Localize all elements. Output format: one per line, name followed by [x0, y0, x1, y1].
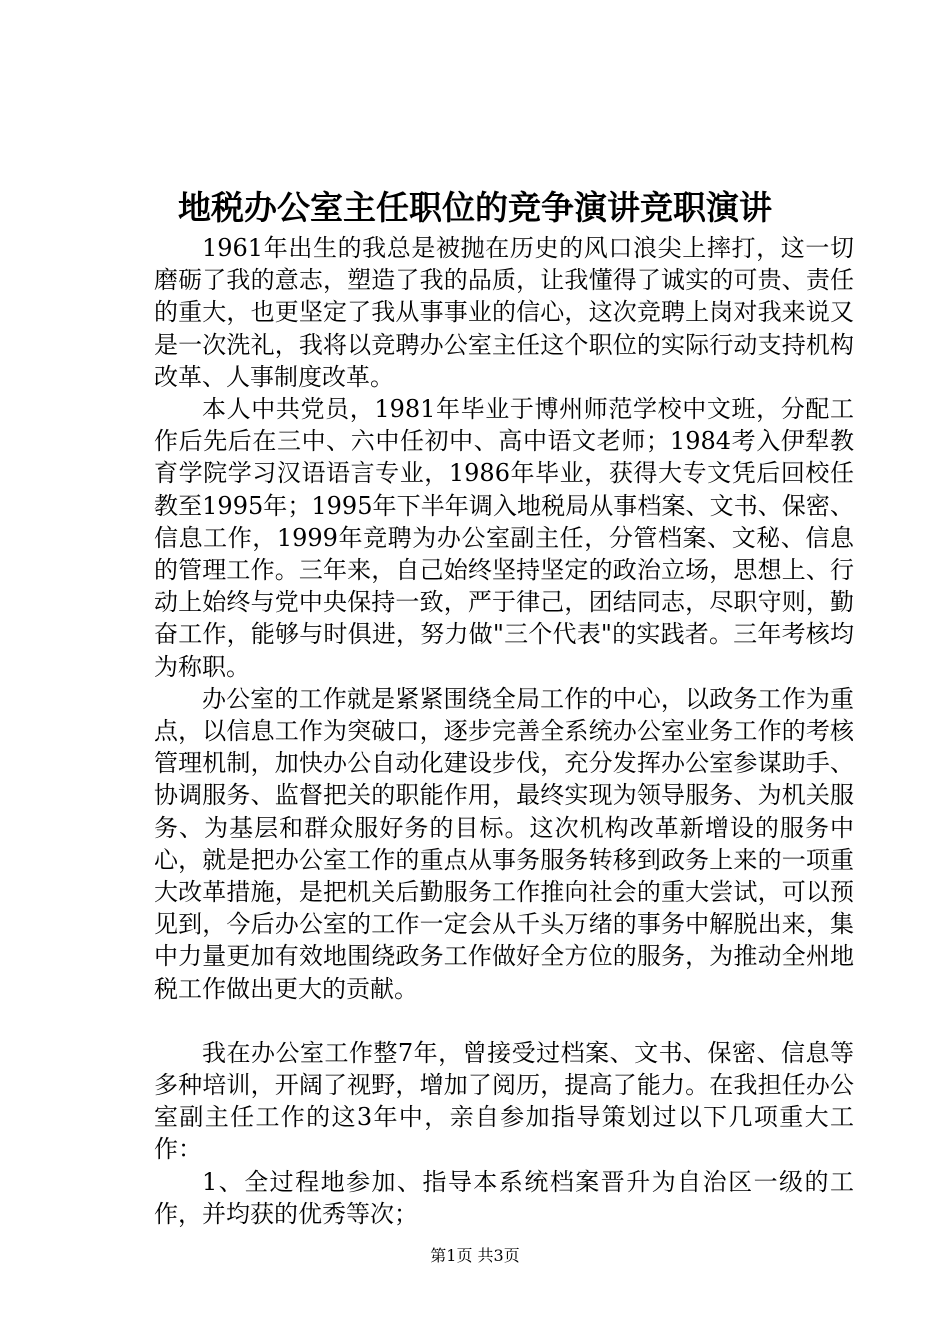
paragraph-3: 办公室的工作就是紧紧围绕全局工作的中心，以政务工作为重点，以信息工作为突破口，逐步完善全系统办公室业务工作的考核管理机制，加快办公自动化建设步伐，充分发挥办公室参谋助手、协调服务、监督把关的职能作用，最终实现为领导服务、为机关服务、为基层和群众服好务的目标。这次机构改革新增设的服务中心，就是把办公室工作的重点从事务服务转移到政务上来的一项重大改革措施，是把机关后勤服务工作推向社会的重大尝试，可以预见到，今后办公室的工作一定会从千头万绪的事务中解脱出来，集中力量更加有效地围绕政务工作做好全方位的服务，为推动全州地税工作做出更大的贡献。: [154, 684, 854, 1003]
paragraph-4: 我在办公室工作整7年，曾接受过档案、文书、保密、信息等多种培训，开阔了视野，增加了阅历，提高了能力。在我担任办公室副主任工作的这3年中，亲自参加指导策划过以下几项重大工作：: [154, 1038, 854, 1164]
document-title: 地税办公室主任职位的竞争演讲竞职演讲: [178, 188, 772, 227]
paragraph-1: 1961年出生的我总是被抛在历史的风口浪尖上摔打，这一切磨砺了我的意志，塑造了我的品质，让我懂得了诚实的可贵、责任的重大，也更坚定了我从事事业的信心，这次竞聘上岗对我来说又是一次洗礼，我将以竞聘办公室主任这个职位的实际行动支持机构改革、人事制度改革。: [154, 234, 854, 391]
page-number-footer: 第1页 共3页: [430, 1246, 520, 1265]
document-body: [154, 232, 854, 1230]
paragraph-2: 本人中共党员，1981年毕业于博州师范学校中文班，分配工作后先后在三中、六中任初中、高中语文老师；1984考入伊犁教育学院学习汉语语言专业，1986年毕业，获得大专文凭后回校任教至1995年；1995年下半年调入地税局从事档案、文书、保密、信息工作，1999年竞聘为办公室副主任，分管档案、文秘、信息的管理工作。三年来，自己始终坚持坚定的政治立场，思想上、行动上始终与党中央保持一致，严于律己，团结同志，尽职守则，勤奋工作，能够与时俱进，努力做"三个代表"的实践者。三年考核均为称职。: [154, 395, 854, 681]
paragraph-5: 1、全过程地参加、指导本系统档案晋升为自治区一级的工作，并均获的优秀等次；: [154, 1167, 854, 1228]
